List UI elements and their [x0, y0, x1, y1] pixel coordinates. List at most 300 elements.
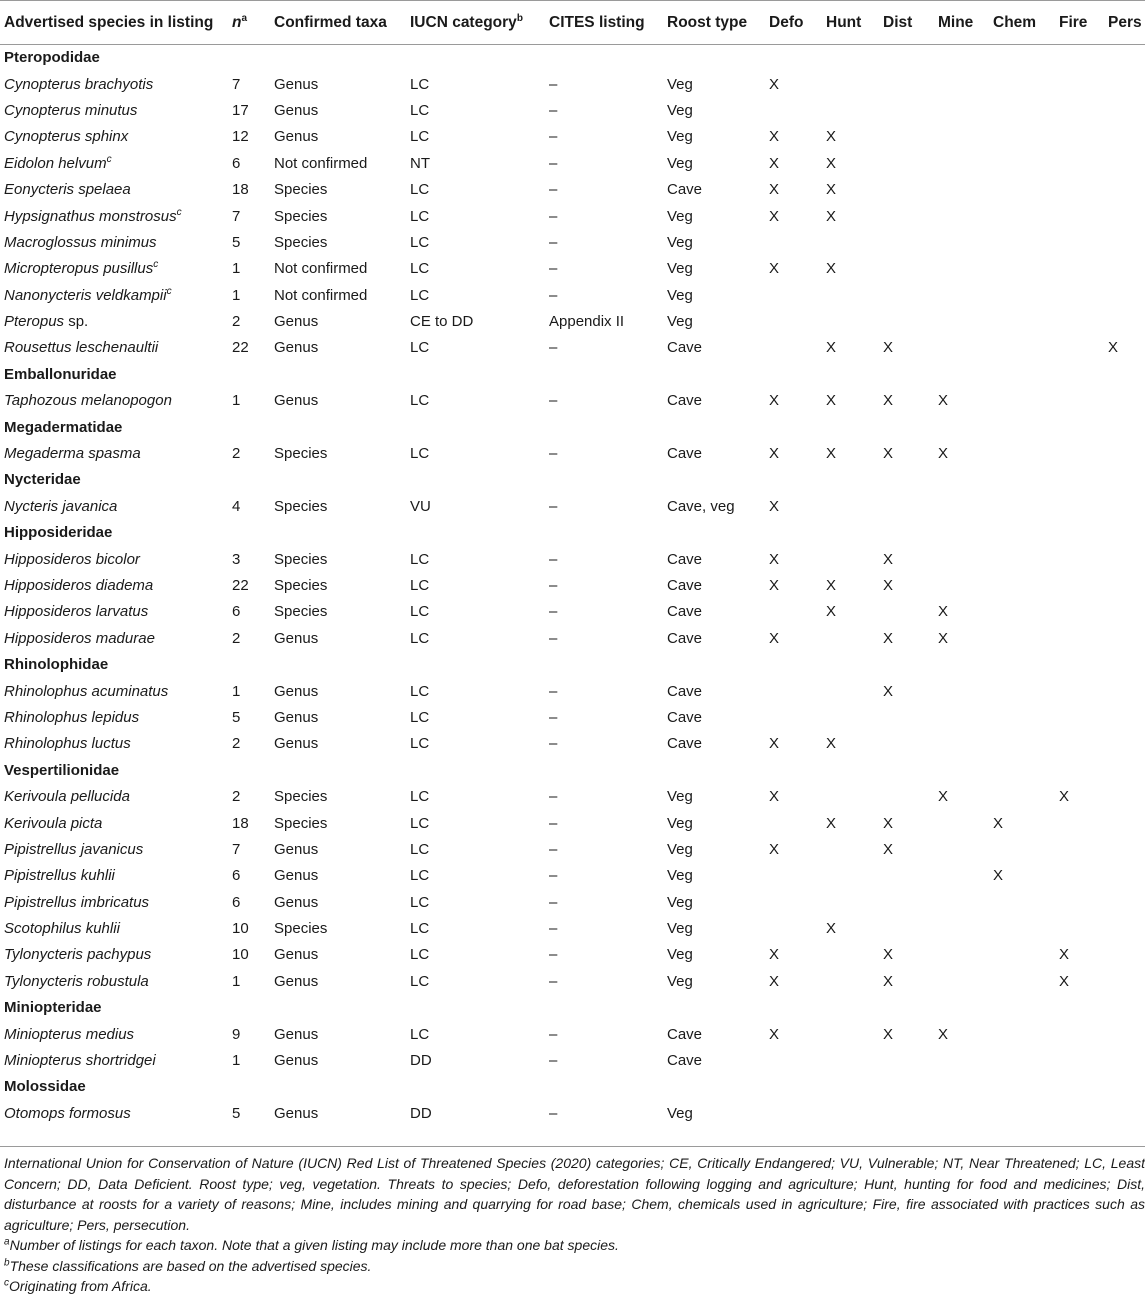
- dist-cell: [879, 599, 934, 625]
- table-row: [0, 282, 1145, 308]
- table-footnotes: [0, 1146, 1145, 1297]
- table-row: [0, 176, 1145, 202]
- table-row: [0, 203, 1145, 229]
- roost-cell: Cave: [667, 1025, 703, 1043]
- mine-cell: [934, 731, 989, 757]
- defo-cell: [765, 678, 822, 704]
- dist-cell: [879, 282, 934, 308]
- taxa-cell: Genus: [274, 893, 319, 911]
- footnote-a: $^a$Number of listings for each taxon. Note that a given listing may include more than one bat species.: [4, 1236, 619, 1253]
- dist-cell: X: [883, 392, 894, 410]
- fire-cell: X: [1059, 972, 1070, 990]
- cites-cell: –: [549, 972, 558, 990]
- species-name-cell: [0, 308, 228, 334]
- family-name: Pteropodidae: [4, 49, 100, 67]
- roost-cell: Veg: [667, 1104, 693, 1122]
- chem-cell: [989, 1100, 1055, 1126]
- table-row: [0, 968, 1145, 994]
- col-mine-header: Mine: [934, 1, 989, 45]
- defo-cell: X: [769, 75, 780, 93]
- table-row: [0, 256, 1145, 282]
- mine-cell: [934, 71, 989, 97]
- roost-cell: Veg: [667, 207, 693, 225]
- chem-cell: [989, 335, 1055, 361]
- species-name: Macroglossus minimus: [4, 233, 157, 251]
- cites-cell: –: [549, 445, 558, 463]
- species-name-cell: [0, 1100, 228, 1126]
- mine-cell: [934, 124, 989, 150]
- pers-cell: [1104, 863, 1145, 889]
- col-pers-header: Pers: [1104, 1, 1145, 45]
- iucn-cell: LC: [410, 972, 430, 990]
- dist-cell: [879, 308, 934, 334]
- taxa-cell: Species: [274, 603, 328, 621]
- cites-cell: –: [549, 788, 558, 806]
- family-name: Vespertilionidae: [4, 761, 120, 779]
- chem-cell: [989, 308, 1055, 334]
- fire-cell: [1055, 176, 1104, 202]
- pers-cell: [1104, 1021, 1145, 1047]
- hunt-cell: X: [826, 603, 837, 621]
- species-name: Tylonycteris pachypus: [4, 946, 152, 964]
- mine-cell: X: [938, 392, 949, 410]
- pers-cell: [1104, 625, 1145, 651]
- fire-cell: [1055, 889, 1104, 915]
- taxa-cell: Genus: [274, 75, 319, 93]
- roost-cell: Cave: [667, 339, 703, 357]
- iucn-cell: LC: [410, 445, 430, 463]
- iucn-cell: LC: [410, 893, 430, 911]
- pers-cell: [1104, 783, 1145, 809]
- chem-cell: [989, 1047, 1055, 1073]
- defo-cell: [765, 889, 822, 915]
- taxa-cell: Species: [274, 497, 328, 515]
- iucn-cell: LC: [410, 233, 430, 251]
- pers-cell: [1104, 71, 1145, 97]
- mine-cell: [934, 968, 989, 994]
- defo-cell: [765, 599, 822, 625]
- iucn-cell: LC: [410, 1025, 430, 1043]
- chem-cell: [989, 572, 1055, 598]
- species-name: Pipistrellus kuhlii: [4, 867, 115, 885]
- species-name: Rhinolophus luctus: [4, 735, 131, 753]
- species-name: Pteropus: [4, 313, 65, 331]
- pers-cell: [1104, 176, 1145, 202]
- species-name: Kerivoula pellucida: [4, 788, 130, 806]
- table-row: [0, 229, 1145, 255]
- roost-cell: Cave: [667, 445, 703, 463]
- dist-cell: [879, 150, 934, 176]
- species-name: Rhinolophus lepidus: [4, 708, 140, 726]
- dist-cell: [879, 71, 934, 97]
- iucn-cell: CE to DD: [410, 313, 474, 331]
- taxa-cell: Genus: [274, 735, 319, 753]
- table-row: [0, 1047, 1145, 1073]
- pers-cell: [1104, 308, 1145, 334]
- pers-cell: [1104, 493, 1145, 519]
- family-row: [0, 467, 1145, 493]
- pers-cell: [1104, 678, 1145, 704]
- species-name-cell: [0, 282, 228, 308]
- dist-cell: [879, 915, 934, 941]
- species-name-cell: [0, 229, 228, 255]
- family-row: [0, 361, 1145, 387]
- footnote-c: $^c$Originating from Africa.: [4, 1277, 152, 1294]
- roost-cell: Cave: [667, 735, 703, 753]
- dist-cell: X: [883, 946, 894, 964]
- n-cell: 1: [232, 286, 241, 304]
- iucn-cell: LC: [410, 286, 430, 304]
- fire-cell: X: [1059, 946, 1070, 964]
- roost-cell: Veg: [667, 972, 693, 990]
- iucn-cell: LC: [410, 920, 430, 938]
- mine-cell: X: [938, 445, 949, 463]
- n-cell: 10: [232, 920, 249, 938]
- table-row: [0, 625, 1145, 651]
- family-row: [0, 995, 1145, 1021]
- fire-cell: [1055, 256, 1104, 282]
- taxa-cell: Species: [274, 577, 328, 594]
- iucn-cell: LC: [410, 128, 430, 146]
- fire-cell: [1055, 493, 1104, 519]
- chem-cell: [989, 176, 1055, 202]
- family-row: [0, 414, 1145, 440]
- iucn-cell: LC: [410, 392, 430, 410]
- pers-cell: [1104, 97, 1145, 123]
- dist-cell: [879, 176, 934, 202]
- fire-cell: [1055, 1021, 1104, 1047]
- taxa-cell: Species: [274, 920, 328, 938]
- table-row: [0, 731, 1145, 757]
- species-name-cell: [0, 678, 228, 704]
- chem-cell: [989, 229, 1055, 255]
- species-name-cell: [0, 863, 228, 889]
- species-name: Eidolon helvum: [4, 154, 107, 172]
- table-row: [0, 546, 1145, 572]
- species-name: Hipposideros diadema: [4, 577, 154, 594]
- fire-cell: [1055, 704, 1104, 730]
- defo-cell: X: [769, 735, 780, 753]
- species-name-cell: [0, 124, 228, 150]
- hunt-cell: [822, 704, 879, 730]
- hunt-cell: X: [826, 181, 837, 199]
- cites-cell: –: [549, 497, 558, 515]
- table-row: [0, 71, 1145, 97]
- chem-cell: [989, 71, 1055, 97]
- species-name-cell: [0, 810, 228, 836]
- cites-cell: –: [549, 893, 558, 911]
- defo-cell: X: [769, 497, 780, 515]
- n-cell: 2: [232, 313, 241, 331]
- footnote-b: $^b$These classifications are based on the advertised species.: [4, 1256, 372, 1274]
- defo-cell: X: [769, 154, 780, 172]
- table-row: [0, 493, 1145, 519]
- defo-cell: [765, 1047, 822, 1073]
- mine-cell: [934, 229, 989, 255]
- iucn-cell: LC: [410, 814, 430, 832]
- pers-cell: [1104, 572, 1145, 598]
- fire-cell: [1055, 440, 1104, 466]
- taxa-cell: Not confirmed: [274, 154, 368, 172]
- roost-cell: Cave: [667, 1052, 703, 1070]
- hunt-cell: [822, 863, 879, 889]
- pers-cell: [1104, 836, 1145, 862]
- footnote-marker: c: [153, 259, 159, 271]
- hunt-cell: [822, 1047, 879, 1073]
- table-row: [0, 572, 1145, 598]
- species-name: Hipposideros bicolor: [4, 550, 140, 568]
- species-name-cell: [0, 889, 228, 915]
- species-name: Cynopterus sphinx: [4, 128, 129, 146]
- roost-cell: Cave: [667, 603, 703, 621]
- species-name-cell: [0, 493, 228, 519]
- species-name-cell: [0, 915, 228, 941]
- fire-cell: [1055, 97, 1104, 123]
- n-cell: 5: [232, 708, 241, 726]
- taxa-cell: Genus: [274, 629, 319, 647]
- pers-cell: [1104, 229, 1145, 255]
- chem-cell: [989, 942, 1055, 968]
- dist-cell: [879, 863, 934, 889]
- fire-cell: [1055, 150, 1104, 176]
- chem-cell: [989, 731, 1055, 757]
- table-row: [0, 942, 1145, 968]
- defo-cell: [765, 282, 822, 308]
- taxa-cell: Genus: [274, 840, 319, 858]
- hunt-cell: [822, 836, 879, 862]
- taxa-cell: Genus: [274, 128, 319, 146]
- species-name: Pipistrellus javanicus: [4, 840, 144, 858]
- roost-cell: Cave: [667, 577, 703, 594]
- pers-cell: [1104, 599, 1145, 625]
- taxa-cell: Species: [274, 814, 328, 832]
- hunt-cell: X: [826, 814, 837, 832]
- chem-cell: [989, 678, 1055, 704]
- cites-cell: –: [549, 577, 558, 594]
- n-cell: 18: [232, 181, 249, 199]
- species-name-suffix: sp.: [64, 313, 89, 331]
- defo-cell: [765, 335, 822, 361]
- footnote-marker: c: [176, 206, 182, 218]
- footnote-marker: c: [106, 153, 112, 165]
- species-name: Miniopterus shortridgei: [4, 1052, 156, 1070]
- pers-cell: [1104, 282, 1145, 308]
- dist-cell: X: [883, 629, 894, 647]
- roost-cell: Veg: [667, 814, 693, 832]
- roost-cell: Veg: [667, 101, 693, 119]
- mine-cell: [934, 282, 989, 308]
- n-cell: 5: [232, 1104, 241, 1122]
- pers-cell: [1104, 731, 1145, 757]
- species-name: Otomops formosus: [4, 1104, 131, 1122]
- table-row: [0, 863, 1145, 889]
- n-cell: 12: [232, 128, 249, 146]
- pers-cell: [1104, 1047, 1145, 1073]
- pers-cell: [1104, 942, 1145, 968]
- iucn-cell: DD: [410, 1052, 432, 1070]
- defo-cell: X: [769, 181, 780, 199]
- hunt-cell: [822, 282, 879, 308]
- mine-cell: [934, 203, 989, 229]
- defo-cell: X: [769, 1025, 780, 1043]
- pers-cell: [1104, 889, 1145, 915]
- pers-cell: [1104, 203, 1145, 229]
- dist-cell: X: [883, 682, 894, 700]
- fire-cell: [1055, 678, 1104, 704]
- col-n-header: $n^a$: [228, 1, 270, 45]
- hunt-cell: X: [826, 920, 837, 938]
- roost-cell: Veg: [667, 75, 693, 93]
- iucn-cell: LC: [410, 101, 430, 119]
- fire-cell: [1055, 203, 1104, 229]
- table-row: [0, 124, 1145, 150]
- hunt-cell: [822, 97, 879, 123]
- hunt-cell: X: [826, 735, 837, 753]
- n-cell: 2: [232, 445, 241, 463]
- taxa-cell: Species: [274, 788, 328, 806]
- n-cell: 17: [232, 101, 249, 119]
- col-species-header: Advertised species in listing: [0, 1, 228, 45]
- cites-cell: –: [549, 550, 558, 568]
- dist-cell: [879, 1047, 934, 1073]
- pers-cell: [1104, 915, 1145, 941]
- cites-cell: –: [549, 814, 558, 832]
- fire-cell: X: [1059, 788, 1070, 806]
- defo-cell: [765, 229, 822, 255]
- dist-cell: [879, 1100, 934, 1126]
- defo-cell: X: [769, 788, 780, 806]
- hunt-cell: X: [826, 128, 837, 146]
- family-name: Nycteridae: [4, 471, 81, 489]
- defo-cell: X: [769, 550, 780, 568]
- cites-cell: –: [549, 260, 558, 278]
- species-name: Scotophilus kuhlii: [4, 920, 120, 938]
- roost-cell: Veg: [667, 788, 693, 806]
- cites-cell: –: [549, 128, 558, 146]
- n-cell: 7: [232, 840, 241, 858]
- fire-cell: [1055, 229, 1104, 255]
- fire-cell: [1055, 1047, 1104, 1073]
- chem-cell: [989, 836, 1055, 862]
- fire-cell: [1055, 863, 1104, 889]
- defo-cell: [765, 810, 822, 836]
- cites-cell: –: [549, 840, 558, 858]
- n-cell: 5: [232, 233, 241, 251]
- mine-cell: [934, 546, 989, 572]
- roost-cell: Cave: [667, 181, 703, 199]
- chem-cell: [989, 546, 1055, 572]
- hunt-cell: X: [826, 339, 837, 357]
- chem-cell: [989, 625, 1055, 651]
- species-name-cell: [0, 203, 228, 229]
- species-name: Rousettus leschenaultii: [4, 339, 159, 357]
- hunt-cell: X: [826, 445, 837, 463]
- mine-cell: [934, 176, 989, 202]
- mine-cell: [934, 308, 989, 334]
- defo-cell: X: [769, 629, 780, 647]
- family-row: [0, 651, 1145, 677]
- mine-cell: X: [938, 603, 949, 621]
- taxa-cell: Genus: [274, 708, 319, 726]
- species-name: Hypsignathus monstrosus: [4, 207, 177, 225]
- table-row: [0, 335, 1145, 361]
- n-cell: 1: [232, 260, 241, 278]
- chem-cell: [989, 97, 1055, 123]
- species-name-cell: [0, 546, 228, 572]
- species-name: Eonycteris spelaea: [4, 181, 131, 199]
- pers-cell: [1104, 968, 1145, 994]
- species-name-cell: [0, 388, 228, 414]
- species-name-cell: [0, 440, 228, 466]
- mine-cell: [934, 704, 989, 730]
- species-name: Megaderma spasma: [4, 445, 141, 463]
- col-dist-header: Dist: [879, 1, 934, 45]
- chem-cell: [989, 388, 1055, 414]
- chem-cell: [989, 124, 1055, 150]
- chem-cell: [989, 599, 1055, 625]
- mine-cell: [934, 256, 989, 282]
- mine-cell: [934, 678, 989, 704]
- family-name: Molossidae: [4, 1078, 86, 1096]
- table-row: [0, 889, 1145, 915]
- cites-cell: –: [549, 682, 558, 700]
- table-row: [0, 783, 1145, 809]
- chem-cell: [989, 150, 1055, 176]
- n-cell: 1: [232, 972, 241, 990]
- dist-cell: X: [883, 840, 894, 858]
- fire-cell: [1055, 625, 1104, 651]
- iucn-cell: LC: [410, 577, 430, 594]
- n-cell: 9: [232, 1025, 241, 1043]
- table-row: [0, 810, 1145, 836]
- iucn-cell: LC: [410, 339, 430, 357]
- chem-cell: [989, 783, 1055, 809]
- pers-cell: [1104, 150, 1145, 176]
- defo-cell: [765, 863, 822, 889]
- iucn-cell: VU: [410, 497, 431, 515]
- taxa-cell: Species: [274, 181, 328, 199]
- taxa-cell: Genus: [274, 392, 319, 410]
- species-name-cell: [0, 1021, 228, 1047]
- taxa-cell: Species: [274, 550, 328, 568]
- col-taxa-header: Confirmed taxa: [270, 1, 406, 45]
- species-name: Pipistrellus imbricatus: [4, 893, 150, 911]
- cites-cell: –: [549, 867, 558, 885]
- taxa-cell: Genus: [274, 682, 319, 700]
- iucn-cell: LC: [410, 867, 430, 885]
- species-name-cell: [0, 836, 228, 862]
- taxa-cell: Genus: [274, 339, 319, 357]
- fire-cell: [1055, 124, 1104, 150]
- roost-cell: Cave, veg: [667, 497, 735, 515]
- species-name: Taphozous melanopogon: [4, 392, 172, 410]
- species-name-cell: [0, 256, 228, 282]
- dist-cell: X: [883, 339, 894, 357]
- col-chem-header: Chem: [989, 1, 1055, 45]
- dist-cell: [879, 783, 934, 809]
- table-row: [0, 1100, 1145, 1126]
- roost-cell: Veg: [667, 286, 693, 304]
- iucn-cell: LC: [410, 788, 430, 806]
- table-row: [0, 308, 1145, 334]
- chem-cell: [989, 1021, 1055, 1047]
- roost-cell: Cave: [667, 682, 703, 700]
- family-row: [0, 45, 1145, 71]
- table-row: [0, 97, 1145, 123]
- header-row: [0, 1, 1145, 45]
- taxa-cell: Genus: [274, 1025, 319, 1043]
- species-name: Hipposideros larvatus: [4, 603, 149, 621]
